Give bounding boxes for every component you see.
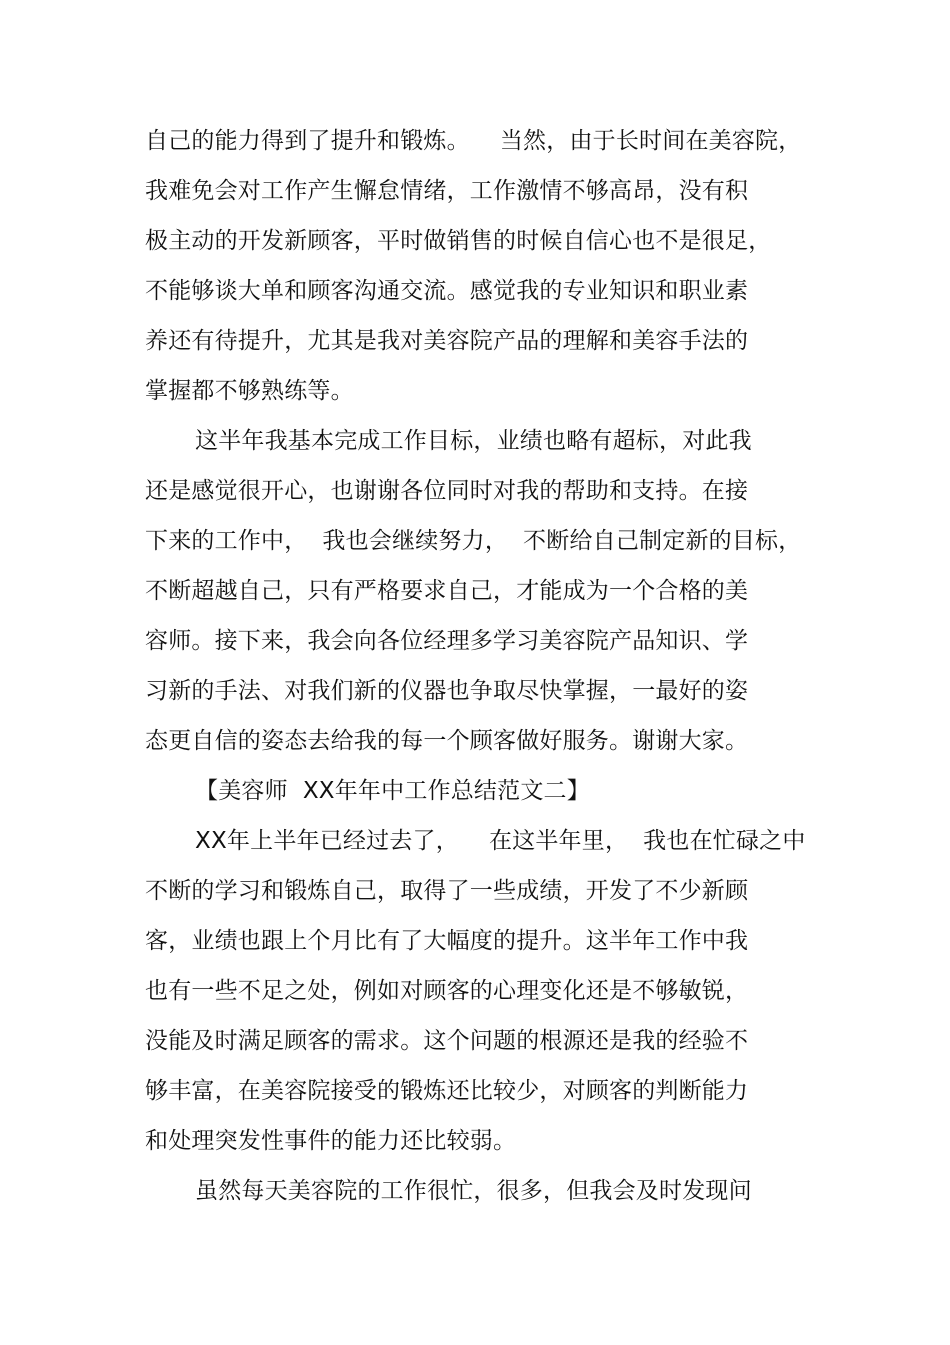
text-line: 下来的工作中， 我也会继续努力， 不断给自己制定新的目标， [145,528,802,554]
text-line: 也有一些不足之处，例如对顾客的心理变化还是不够敏锐， [145,978,749,1004]
text-line: 没能及时满足顾客的需求。这个问题的根源还是我的经验不 [145,1028,749,1054]
text-line: 客，业绩也跟上个月比有了大幅度的提升。这半年工作中我 [145,928,749,954]
text-line: 掌握都不够熟练等。 [145,378,354,404]
section-heading: 【美容师 XX年年中工作总结范文二】 [195,778,590,804]
text-line: 态更自信的姿态去给我的每一个顾客做好服务。谢谢大家。 [145,728,749,754]
text-line: 习新的手法、对我们新的仪器也争取尽快掌握，一最好的姿 [145,678,749,704]
text-line: 够丰富，在美容院接受的锻炼还比较少，对顾客的判断能力 [145,1078,749,1104]
text-line: 不断的学习和锻炼自己，取得了一些成绩，开发了不少新顾 [145,878,749,904]
text-line: 养还有待提升，尤其是我对美容院产品的理解和美容手法的 [145,328,749,354]
text-line: 极主动的开发新顾客，平时做销售的时候自信心也不是很足， [145,228,772,254]
paragraph-start-line: 这半年我基本完成工作目标，业绩也略有超标，对此我 [195,428,752,454]
paragraph-start-line: XX年上半年已经过去了， 在这半年里， 我也在忙碌之中 [195,828,806,854]
text-line: 自己的能力得到了提升和锻炼。 当然，由于长时间在美容院， [145,128,802,154]
text-line: 和处理突发性事件的能力还比较弱。 [145,1128,517,1154]
text-line: 我难免会对工作产生懈怠情绪，工作激情不够高昂，没有积 [145,178,749,204]
text-line: 不能够谈大单和顾客沟通交流。感觉我的专业知识和职业素 [145,278,749,304]
text-line: 容师。接下来，我会向各位经理多学习美容院产品知识、学 [145,628,749,654]
paragraph-start-line: 虽然每天美容院的工作很忙，很多，但我会及时发现问 [195,1178,752,1204]
text-line: 不断超越自己，只有严格要求自己，才能成为一个合格的美 [145,578,749,604]
text-line: 还是感觉很开心，也谢谢各位同时对我的帮助和支持。在接 [145,478,749,504]
